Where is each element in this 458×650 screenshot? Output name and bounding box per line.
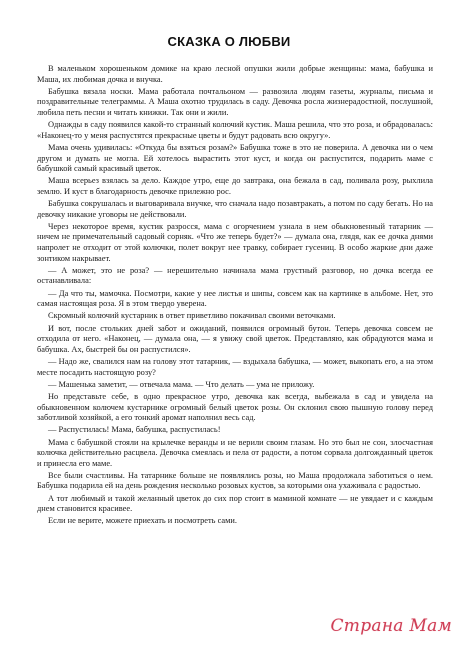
paragraph: Мама с бабушкой стояли на крылечке веранды и не верили своим глазам. Но это был не сон, злосчастная колючка действительно расцвела. Девочка смеялась и пела от радости, а потом сорвала долгожданный цветок и принесла его маме. (37, 437, 433, 468)
paragraph: Мама очень удивилась: «Откуда бы взяться розам?» Бабушка тоже в это не поверила. А девочка ни о чем другом и думать не могла. Ей хотелось вырастить этот куст, и когда он распустится, подарить маме с бабушкой самый красивый цветок. (37, 142, 433, 174)
paragraph: Все были счастливы. На татарнике больше не появлялись розы, но Маша продолжала заботиться о нем. Бабушка подарила ей на день рождения несколько розовых кустов, за которыми она ухаживала с радостью. (37, 470, 433, 491)
paragraph: В маленьком хорошеньком домике на краю лесной опушки жили добрые женщины: мама, бабушка и Маша, их любимая дочка и внучка. (37, 64, 433, 84)
paragraph: Скромный колючий кустарник в ответ приветливо покачивал своими веточками. (48, 311, 336, 321)
paragraph: И вот, после стольких дней забот и ожиданий, появился огромный бутон. Теперь девочка совсем не отходила от него. «Наконец, — думала она, — я увижу свой цветок. Представляю, как обрадуются мама и бабушка. Ах, быстрей бы он распустился». (37, 323, 433, 354)
paragraph: Бабушка сокрушалась и выговаривала внучке, что сначала надо позавтракать, а потом по саду бегать. Но на девочку никакие уговоры не действовали. (37, 199, 433, 219)
site-watermark: Страна Мам (330, 616, 452, 636)
paragraph: Однажды в саду появился какой-то странный колючий кустик. Маша решила, что это роза, и обрадовалась: «Наконец-то у меня распустятся прекрасные цветы и будут радовать всю округу». (37, 120, 433, 140)
paragraph: А тот любимый и такой желанный цветок до сих пор стоит в маминой комнате — не увядает и с каждым днем становится красивее. (37, 493, 433, 514)
paragraph: — А может, это не роза? — нерешительно начинала мама грустный разговор, но дочка всегда ее останавливала: (37, 265, 433, 286)
paragraph: Но представьте себе, в одно прекрасное утро, девочка как всегда, выбежала в сад и увидела на обыкновенном колючем кустарнике огромный белый цветок розы. Он склонил свою пышную голову перед заботливой хозяйкой, а его тонкий аромат наполнил весь сад. (37, 391, 433, 423)
paragraph: — Надо же, свалился нам на голову этот татарник, — вздыхала бабушка, — может, выкопать его, а на этом месте посадить настоящую розу? (37, 356, 433, 377)
paragraph: Если не верите, можете приехать и посмотреть сами. (48, 516, 237, 526)
story-title: СКАЗКА О ЛЮБВИ (167, 34, 291, 49)
paragraph: — Да что ты, мамочка. Посмотри, какие у нее листья и шипы, совсем как на картинке в альбоме. Нет, это самая настоящая роза. Я в этом твердо уверена. (37, 288, 433, 309)
story-body (37, 64, 433, 529)
paragraph: Маша всерьез взялась за дело. Каждое утро, еще до завтрака, она бежала в сад, поливала розу, рыхлила землю. И куст в благодарность девочке прилежно рос. (37, 176, 433, 196)
paragraph: — Машенька заметит, — отвечала мама. — Что делать — ума не приложу. (48, 379, 315, 389)
paragraph: Через некоторое время, кустик разросся, мама с огорчением узнала в нем обыкновенный татарник — ничем не примечательный садовый сорняк. «Что же теперь будет?» — думала она, глядя, как ее дочка днями напролет не отходит от этой колючки, полет вокруг нее травку, собирает гусениц. В особо жаркие дни даже зонтиком накрывает. (37, 221, 433, 263)
paragraph: — Распустилась! Мама, бабушка, распустилась! (48, 425, 221, 435)
paragraph: Бабушка вязала носки. Мама работала почтальоном — развозила людям газеты, журналы, письма и поздравительные телеграммы. А Маша охотно трудилась в саду. Девочка росла жизнерадостной, послушной, любила петь песни и читать книжки. Так они и жили. (37, 86, 433, 117)
